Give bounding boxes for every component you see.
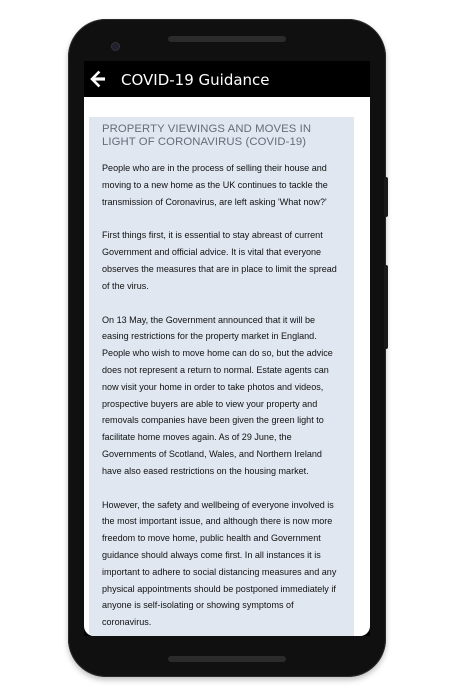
content-area[interactable] [84, 97, 370, 636]
app-bar [84, 61, 370, 97]
article-paragraph-3: On 13 May, the Government announced that it will be easing restrictions for the property market in England. People who wish to move home can do so, but the advice does not represent a return to normal. Estate agents can now visit your home in order to take photos and videos, prospective buyers are able to view your property and removals companies have been given the green light to facilitate home moves again. As of 29 June, the Governments of Scotland, Wales, and Northern Ireland have also eased restrictions on the housing market. [102, 314, 333, 476]
article-paragraph-2: First things first, it is essential to stay abreast of current Government and official advice. It is vital that everyone observes the measures that are in place to limit the spread of the virus. [102, 230, 337, 291]
bottom-speaker-grille [168, 656, 286, 662]
back-button[interactable] [88, 69, 108, 89]
back-arrow-icon [88, 69, 108, 89]
power-button [384, 177, 388, 217]
article-paragraph-1: People who are in the process of selling their house and moving to a new home as the UK continues to tackle the transmission of Coronavirus, are left asking 'What now?' [102, 163, 328, 207]
phone-screen [84, 61, 370, 636]
article-card [89, 117, 354, 636]
volume-button [384, 265, 388, 349]
article-paragraph-4: However, the safety and wellbeing of everyone involved is the most important issue, and although there is now more freedom to move home, public health and Government guidance should always come first. In all instances it is important to adhere to social distancing measures and any physical appointments should be postponed immediately if anyone is self-isolating or showing symptoms of coronavirus. [102, 499, 337, 628]
page-title: COVID-19 Guidance [121, 71, 270, 89]
front-camera-icon [111, 42, 120, 51]
article-heading: PROPERTY VIEWINGS AND MOVES IN LIGHT OF CORONAVIRUS (COVID-19) [102, 123, 312, 148]
top-speaker-grille [168, 36, 286, 42]
